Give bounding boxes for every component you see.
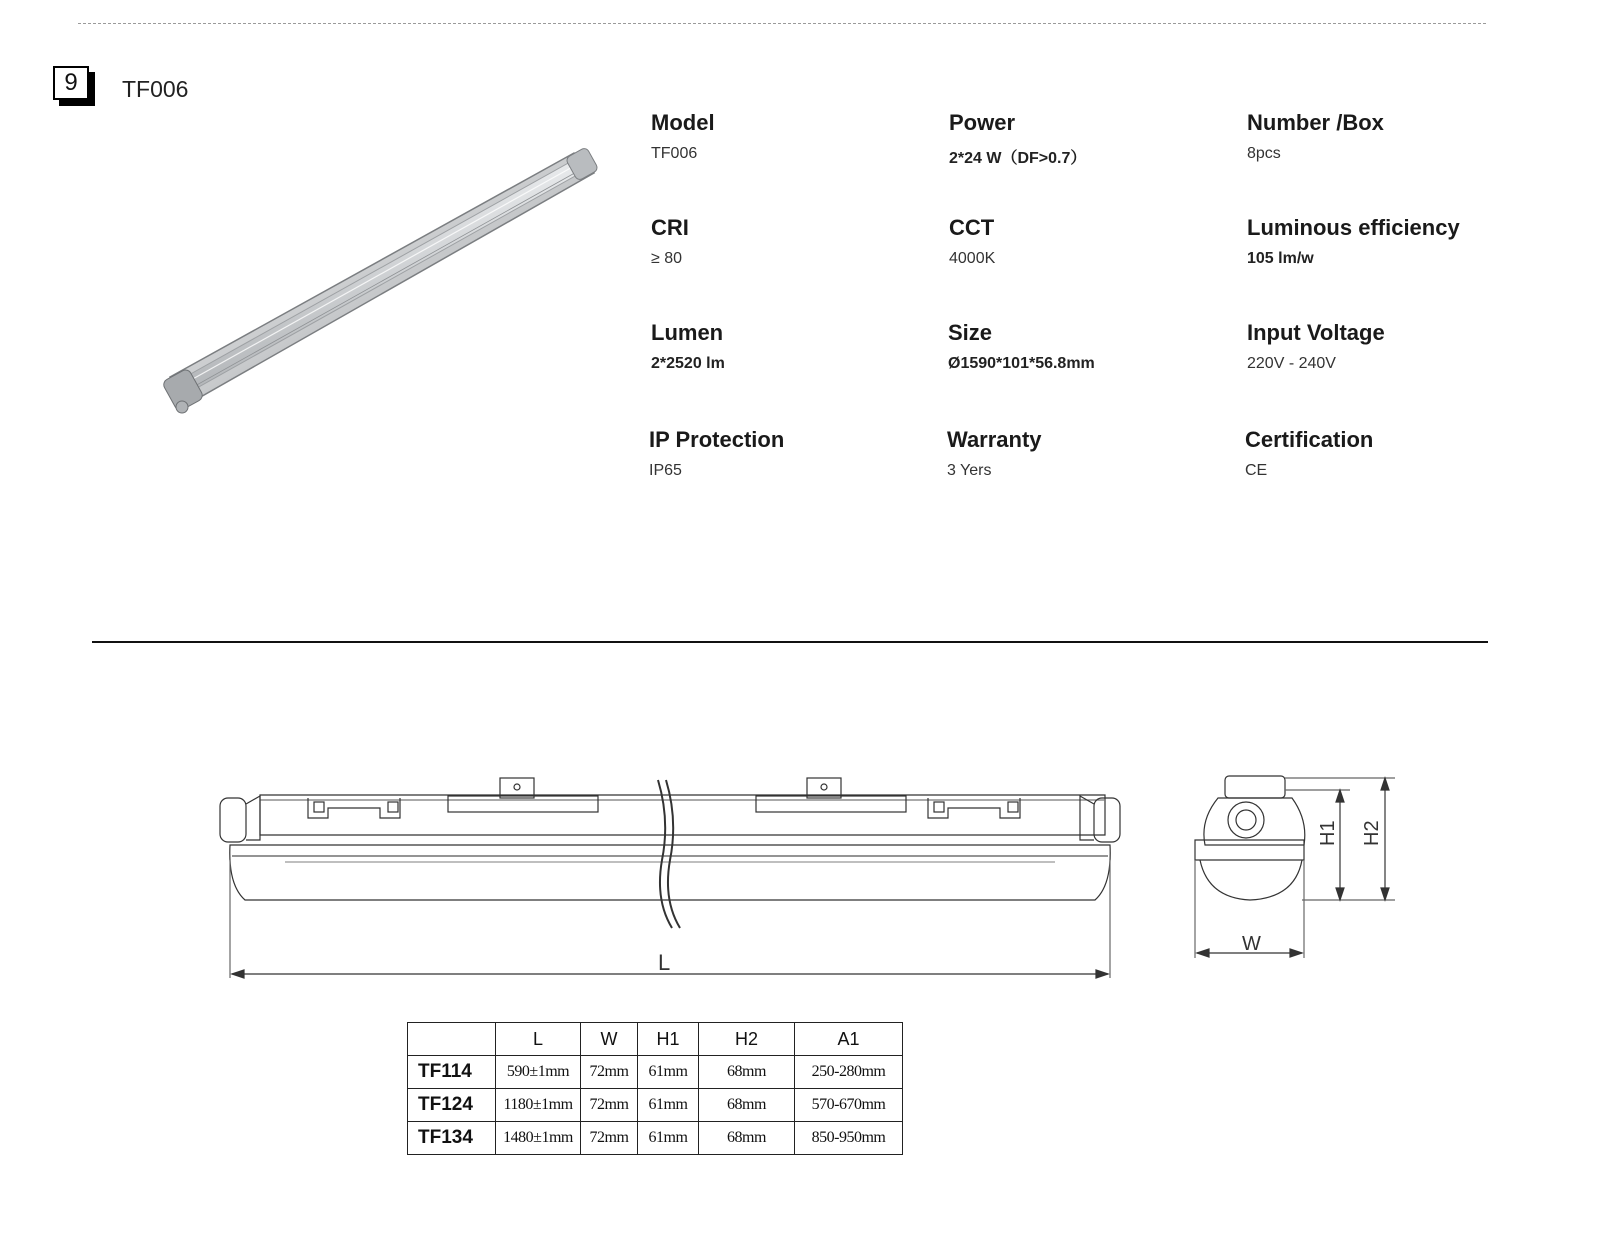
- table-cell: 68mm: [699, 1089, 795, 1122]
- spec-label: Lumen: [651, 320, 724, 345]
- table-header-cell: H2: [699, 1023, 795, 1056]
- spec-value: Ø1590*101*56.8mm: [948, 355, 1095, 372]
- technical-drawing: [200, 760, 1420, 1000]
- spec-power: [949, 110, 1086, 168]
- spec-model: [651, 110, 715, 163]
- spec-label: Number /Box: [1247, 110, 1384, 135]
- table-cell: 68mm: [699, 1056, 795, 1089]
- spec-cct: [949, 215, 995, 268]
- spec-value: TF006: [651, 145, 698, 162]
- table-cell-model: TF124: [408, 1089, 496, 1122]
- spec-warranty: [947, 427, 1042, 480]
- product-image: [160, 145, 610, 425]
- end-view: [1195, 776, 1395, 958]
- fixture-diffuser: [178, 161, 584, 393]
- spec-value: 8pcs: [1247, 145, 1281, 162]
- spec-input-voltage: [1247, 320, 1385, 373]
- table-cell-model: TF134: [408, 1122, 496, 1155]
- section-number-badge: [53, 66, 91, 102]
- section-divider: [92, 641, 1488, 643]
- table-cell-model: TF114: [408, 1056, 496, 1089]
- spec-value: 4000K: [949, 250, 996, 267]
- table-header-row: [408, 1023, 903, 1056]
- table-cell: 61mm: [638, 1089, 699, 1122]
- dimensions-table: [407, 1022, 903, 1155]
- dimension-label-h1: H1: [1317, 820, 1339, 846]
- spec-number-box: [1247, 110, 1384, 163]
- table-header-cell: H1: [638, 1023, 699, 1056]
- spec-label: Luminous efficiency: [1247, 215, 1460, 240]
- spec-ip-protection: [649, 427, 784, 480]
- dimension-label-l: L: [658, 950, 671, 975]
- spec-value: IP65: [649, 462, 682, 479]
- spec-value: 105 lm/w: [1247, 250, 1314, 267]
- spec-label: Model: [651, 110, 715, 135]
- table-cell: 1180±1mm: [496, 1089, 581, 1122]
- spec-value: CE: [1245, 462, 1268, 479]
- table-cell: 61mm: [638, 1056, 699, 1089]
- spec-value: 2*2520 lm: [651, 355, 725, 372]
- table-row: [408, 1056, 903, 1089]
- table-cell: 1480±1mm: [496, 1122, 581, 1155]
- spec-cri: [651, 215, 689, 268]
- dimension-label-h2: H2: [1361, 820, 1383, 846]
- table-cell: 570-670mm: [795, 1089, 903, 1122]
- spec-value: 3 Yers: [947, 462, 992, 479]
- spec-label: IP Protection: [649, 427, 785, 452]
- model-title: TF006: [122, 76, 189, 102]
- table-cell: 72mm: [581, 1122, 638, 1155]
- spec-luminous-efficiency: [1247, 215, 1460, 268]
- spec-lumen: [651, 320, 725, 373]
- table-row: [408, 1122, 903, 1155]
- spec-label: CCT: [949, 215, 995, 240]
- table-cell: 68mm: [699, 1122, 795, 1155]
- spec-label: Warranty: [947, 427, 1042, 452]
- table-row: [408, 1089, 903, 1122]
- table-header-cell: [408, 1023, 496, 1056]
- spec-value: 220V - 240V: [1247, 355, 1336, 372]
- spec-label: Power: [949, 110, 1016, 135]
- table-cell: 61mm: [638, 1122, 699, 1155]
- side-view: [220, 778, 1120, 978]
- cable-gland: [176, 401, 188, 413]
- table-cell: 250-280mm: [795, 1056, 903, 1089]
- spec-certification: [1245, 427, 1373, 480]
- spec-label: CRI: [651, 215, 689, 240]
- top-dashed-divider: [78, 23, 1486, 24]
- table-cell: 590±1mm: [496, 1056, 581, 1089]
- spec-value: ≥ 80: [651, 250, 683, 267]
- dimension-label-w: W: [1242, 933, 1261, 955]
- spec-label: Input Voltage: [1247, 320, 1385, 345]
- spec-label: Certification: [1245, 427, 1374, 452]
- table-cell: 72mm: [581, 1089, 638, 1122]
- section-number: 9: [53, 66, 89, 100]
- table-header-cell: A1: [795, 1023, 903, 1056]
- spec-label: Size: [948, 320, 993, 345]
- spec-value: 2*24 W（DF>0.7）: [949, 150, 1087, 167]
- table-header-cell: L: [496, 1023, 581, 1056]
- table-cell: 850-950mm: [795, 1122, 903, 1155]
- table-header-cell: W: [581, 1023, 638, 1056]
- table-cell: 72mm: [581, 1056, 638, 1089]
- spec-size: [948, 320, 1095, 373]
